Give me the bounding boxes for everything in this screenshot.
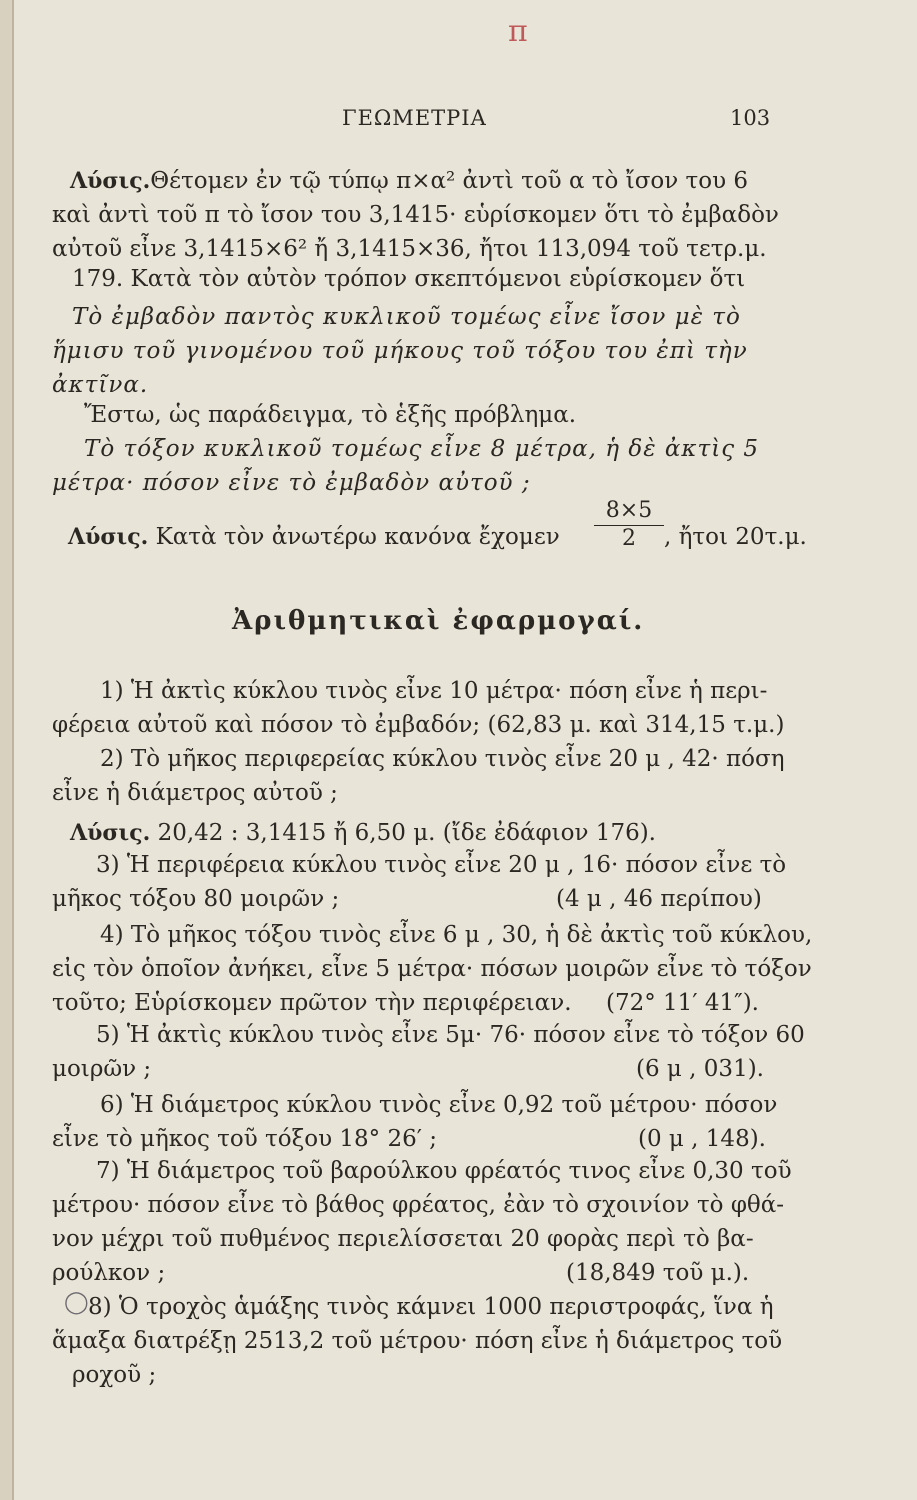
exercise-1-line-1: 1) Ἡ ἀκτὶς κύκλου τινὸς εἶνε 10 μέτρα· πόση εἶνε ἡ περι- [100,678,768,704]
exercise-7-line-3: νον μέχρι τοῦ πυθμένος περιελίσσεται 20 φορὰς περὶ τὸ βα- [52,1226,754,1252]
exercise-6-answer: (0 μ , 148). [638,1126,766,1152]
exercise-5-line-1: 5) Ἡ ἀκτὶς κύκλου τινὸς εἶνε 5μ· 76· πόσον εἶνε τὸ τόξον 60 [96,1022,805,1048]
exercise-8-line-1: 8) Ὁ τροχὸς ἁμάξης τινὸς κάμνει 1000 περιστροφάς, ἵνα ἡ [88,1294,774,1320]
solution1-line-1: Λύσις.Θέτομεν ἐν τῷ τύπῳ π×α² ἀντὶ τοῦ α τὸ ἴσον του 6 [70,168,749,194]
page-number: 103 [730,106,771,130]
problem-line-1: Τὸ τόξον κυκλικοῦ τομέως εἶνε 8 μέτρα, ἡ δὲ ἀκτὶς 5 [84,436,760,462]
exercise-5-answer: (6 μ , 031). [636,1056,764,1082]
exercise-3-line-2: μῆκος τόξου 80 μοιρῶν ; [52,886,340,912]
sector-rule-line-1: Τὸ ἐμβαδὸν παντὸς κυκλικοῦ τομέως εἶνε ἴσον μὲ τὸ [72,304,741,330]
exercise-8-line-2: ἅμαξα διατρέξῃ 2513,2 τοῦ μέτρου· πόση εἶνε ἡ διάμετρος τοῦ [52,1328,783,1354]
exercise-4-line-2: εἰς τὸν ὁποῖον ἀνήκει, εἶνε 5 μέτρα· πόσων μοιρῶν εἶνε τὸ τόξον [52,956,812,982]
fraction [594,497,664,552]
sector-rule-line-2: ἥμισυ τοῦ γινομένου τοῦ μήκους τοῦ τόξου του ἐπὶ τὴν [52,338,748,364]
page-header [0,102,917,138]
solution1-line-2: καὶ ἀντὶ τοῦ π τὸ ἴσον του 3,1415· εὑρίσκομεν ὅτι τὸ ἐμβαδὸν [52,202,779,228]
exercise-4-answer: (72° 11′ 41″). [606,990,759,1016]
exercise-2-solution: Λύσις. 20,42 : 3,1415 ἤ 6,50 μ. (ἴδε ἐδάφιον 176). [70,820,656,846]
solution-label: Λύσις. [68,524,149,550]
running-title: ΓΕΩΜΕΤΡΙΑ [342,106,487,130]
exercise-6-line-2: εἶνε τὸ μῆκος τοῦ τόξου 18° 26′ ; [52,1126,438,1152]
exercise-4-line-1: 4) Τὸ μῆκος τόξου τινὸς εἶνε 6 μ , 30, ἡ δὲ ἀκτὶς τοῦ κύκλου, [100,922,813,948]
solution2-result: , ἤτοι 20τ.μ. [664,524,807,550]
exercise-2-line-1: 2) Τὸ μῆκος περιφερείας κύκλου τινὸς εἶνε 20 μ , 42· πόση [100,746,785,772]
example-intro: Ἔστω, ὡς παράδειγμα, τὸ ἑξῆς πρόβλημα. [84,402,577,428]
section-heading: Ἀριθμητικαὶ ἐφαρμογαί. [232,606,645,636]
pencil-circle-mark: ◯ [64,1290,89,1315]
solution2-line: Λύσις. Κατὰ τὸν ἀνωτέρω κανόνα ἔχομεν [68,524,560,550]
exercise-7-line-2: μέτρου· πόσον εἶνε τὸ βάθος φρέατος, ἐὰν τὸ σχοινίον τὸ φθά- [52,1192,785,1218]
exercise-8-line-3: ροχοῦ ; [72,1362,157,1388]
exercise-7-answer: (18,849 τοῦ μ.). [566,1260,750,1286]
solution-label: Λύσις. [70,820,151,846]
exercise-2-line-2: εἶνε ἡ διάμετρος αὐτοῦ ; [52,780,338,806]
exercise-3-line-1: 3) Ἡ περιφέρεια κύκλου τινὸς εἶνε 20 μ , 16· πόσον εἶνε τὸ [96,852,787,878]
solution1-line-3: αὐτοῦ εἶνε 3,1415×6² ἤ 3,1415×36, ἤτοι 113,094 τοῦ τετρ.μ. [52,236,767,262]
sector-rule-line-3: ἀκτῖνα. [52,372,149,398]
exercise-3-answer: (4 μ , 46 περίπου) [556,886,762,912]
pencil-mark: π [508,14,528,49]
exercise-7-line-1: 7) Ἡ διάμετρος τοῦ βαρούλκου φρέατός τινος εἶνε 0,30 τοῦ [96,1158,792,1184]
exercise-1-line-2: φέρεια αὐτοῦ καὶ πόσον τὸ ἐμβαδόν; (62,83 μ. καὶ 314,15 τ.μ.) [52,712,785,738]
exercise-5-line-2: μοιρῶν ; [52,1056,152,1082]
fraction-numerator: 8×5 [594,497,664,526]
problem-line-2: μέτρα· πόσον εἶνε τὸ ἐμβαδὸν αὐτοῦ ; [52,470,531,496]
exercise-6-line-1: 6) Ἡ διάμετρος κύκλου τινὸς εἶνε 0,92 τοῦ μέτρου· πόσον [100,1092,778,1118]
solution-label: Λύσις. [70,168,151,194]
para-179-intro: 179. Κατὰ τὸν αὐτὸν τρόπον σκεπτόμενοι εὑρίσκομεν ὅτι [72,266,746,292]
exercise-4-line-3: τοῦτο; Εὑρίσκομεν πρῶτον τὴν περιφέρειαν. [52,990,572,1016]
fraction-denominator: 2 [622,526,636,551]
exercise-7-line-4: ρούλκον ; [52,1260,166,1286]
page-binding-edge [0,0,14,1500]
